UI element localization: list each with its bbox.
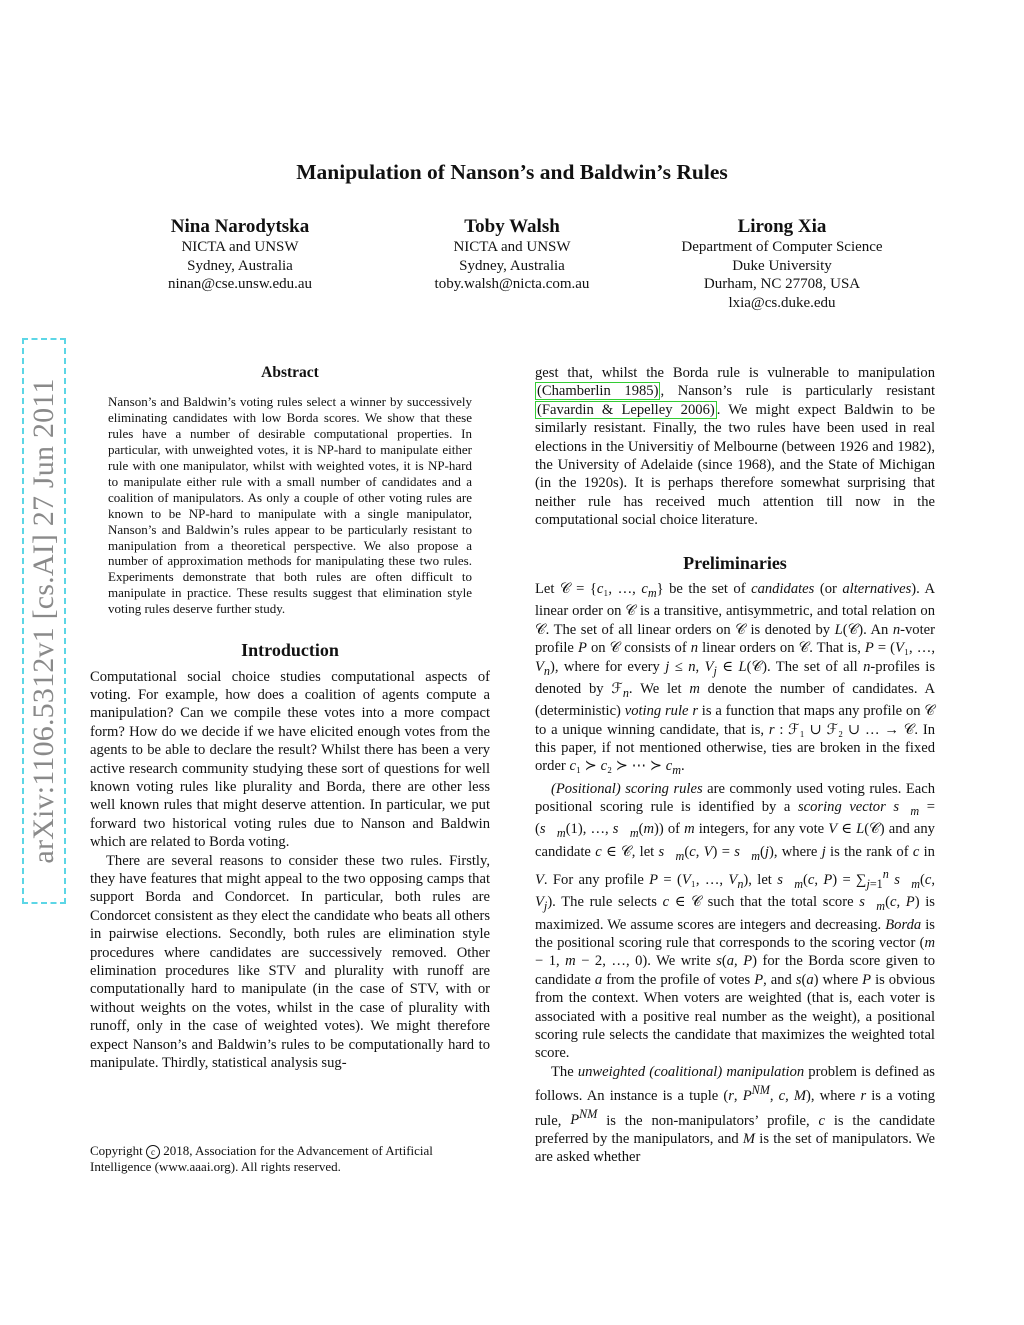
preliminaries-heading: Preliminaries <box>683 552 787 573</box>
intro-paragraph-1: Computational social choice studies computational aspects of voting. For example, how does a coalition of agents compute a manipulation? Can we compile these votes into a more compact form? How do we decide if we have elicited enough votes from the agents to be able to declare the result? Whilst there has been a very active research community studying these sort of questions for well known voting rules like plurality and Borda, there are other less well known rules that might deserve attention. In particular, we put forward two historical voting rules due to Nanson and Baldwin which are related to Borda voting. <box>90 668 490 851</box>
intro-text-part: , Nanson’s rule is particularly resistant <box>660 383 935 400</box>
introduction-heading: Introduction <box>241 640 339 661</box>
intro-paragraph-2: There are several reasons to consider these two rules. Firstly, they have features that might appeal to the two opposing camps that support Borda and Condorcet. In particular, both rules are Condorcet consistent as they elect the candidate who beats all others in pairwise elections. Secondly, both rules are elimination style procedures where candidates are successively removed. Other elimination procedures like STV and plurality with runoff are computationally hard to manipulate (in the case of STV, with or without weights on the votes, whilst in the case of plurality with runoff, only in the case of weighted votes). We might therefore expect Nanson’s and Baldwin’s rules to be computationally hard to manipulate. Thirdly, statistical analysis sug- <box>90 852 490 1072</box>
left-column <box>90 364 490 1072</box>
footnote-text: 2018, Association for the Advancement of Artificial Intelligence (www.aaai.org). All rights reserved. <box>90 1143 433 1174</box>
author-block <box>652 216 912 312</box>
prelim-paragraph-3: The unweighted (coalitional) manipulation problem is defined as follows. An instance is a tuple (r, $P^{NM}$, c, M), where r is a voting rule, $P^{NM}$ is the non-manipulators’ profile, c is the candidate preferred by the manipulators, and M is the set of manipulators. We are asked whether <box>535 1063 936 1166</box>
author-affiliation: NICTA and UNSW <box>453 239 571 255</box>
author-affiliation: Department of Computer Science <box>681 239 883 255</box>
author-location: Sydney, Australia <box>187 257 293 274</box>
author-email: ninan@cse.unsw.edu.au <box>167 276 313 292</box>
author-block <box>412 216 612 294</box>
citation-link-favardin[interactable]: (Favardin & Lepelley 2006) <box>537 401 715 418</box>
author-email: lxia@cs.duke.edu <box>728 294 836 311</box>
prelim-paragraph-1: Let 𝒞 = {c₁, …, $c_m$} be the set of candidates (or alternatives). A linear order on 𝒞 is a transitive, antisymmetric, and total relation on 𝒞. The set of all linear orders on 𝒞 is denoted by L(𝒞). An n-voter profile P on 𝒞 consists of n linear orders on 𝒞. That is, P = (V₁, …, $V_n$), where for every j ≤ n, $V_j$ ∈ L(𝒞). The set of all n-profiles is denoted by ℱ$_n$. We let m denote the number of candidates. A (deterministic) voting rule r is a function that maps any profile on 𝒞 to a unique winning candidate, that is, r : ℱ₁ ∪ ℱ₂ ∪ … → 𝒞. In this paper, if not mentioned otherwise, ties are broken in the fixed order c₁ ≻ c₂ ≻ ⋯ ≻ $c_m$. <box>535 581 936 778</box>
abstract-text: Nanson’s and Baldwin’s voting rules select a winner by successively eliminating candidates with low Borda scores. We show that these rules have a number of desirable computational properties. In particular, with unweighted votes, it is NP-hard to manipulate either rule with one manipulator, whilst with weighted votes, it is NP-hard to manipulate either rule with a small number of candidates and a coalition of manipulators. As only a couple of other voting rules are known to be NP-hard to manipulate with a single manipulator, Nanson’s and Baldwin’s rules appear to be particularly resistant to manipulation from a theoretical perspective. We also propose a number of approximation methods for manipulating these two rules. Experiments demonstrate that both rules are often difficult to manipulate in practice. These results suggest that elimination style voting rules deserve further study. <box>108 394 472 617</box>
author-name: Toby Walsh <box>464 216 560 237</box>
right-column <box>535 364 935 1167</box>
arxiv-stamp <box>22 338 66 904</box>
author-institution: Duke University <box>732 257 832 274</box>
author-location: Sydney, Australia <box>459 257 565 274</box>
intro-text-part: . We might expect Baldwin to be similarly resistant. Finally, the two rules have been used in real elections in the Universitiy of Melbourne (between 1926 and 1982), the University of Adelaide (since 1968), and the State of Michigan (in the 1920s). It is perhaps therefore somewhat surprising that neither rule has received much attention till now in the computational social choice literature. <box>535 401 935 529</box>
author-location: Durham, NC 27708, USA <box>703 276 861 292</box>
author-affiliation: NICTA and UNSW <box>181 239 299 255</box>
intro-text-part: gest that, whilst the Borda rule is vulnerable to manipulation <box>535 365 935 381</box>
copyright-icon: c <box>146 1145 160 1159</box>
arxiv-stamp-text: arXiv:1106.5312v1 [cs.AI] 27 Jun 2011 <box>27 378 60 864</box>
author-block <box>140 216 340 294</box>
intro-paragraph-2-continued <box>535 364 935 530</box>
copyright-footnote <box>90 1143 490 1175</box>
author-name: Lirong Xia <box>737 216 827 237</box>
citation-link-chamberlin[interactable]: (Chamberlin 1985) <box>537 383 659 400</box>
author-name: Nina Narodytska <box>170 216 310 237</box>
prelim-paragraph-2: (Positional) scoring rules are commonly used voting rules. Each positional scoring rule is identified by a scoring vector $s⃗_m$ = ($s⃗_m(1)$, …, $s⃗_m(m)$) of m integers, for any vote V ∈ L(𝒞) and any candidate c ∈ 𝒞, let $s⃗_m(c$, $V) = s⃗_m(j)$, where j is the rank of c in V. For any profile P = (V₁, …, $V_n$), let $s⃗_m(c$, $P) = \sum_{j=1}^n$ $s⃗_m(c$, $V_j$). The rule selects c ∈ 𝒞 such that the total score $s⃗_m(c$, P) is maximized. We assume scores are integers and decreasing. Borda is the positional scoring rule that corresponds to the scoring vector (m − 1, m − 2, …, 0). We write s(a, P) for the Borda score given to candidate a from the profile of votes P, and s(a) where P is obvious from the context. When voters are weighted (that is, each voter is associated with a positive real number as the weight), a positional scoring rule selects the candidate that maximizes the weighted total score. <box>535 780 936 1062</box>
abstract-heading: Abstract <box>261 364 319 381</box>
paper-title: Manipulation of Nanson’s and Baldwin’s Rules <box>296 160 728 184</box>
author-email: toby.walsh@nicta.com.au <box>434 276 590 292</box>
footnote-prefix: Copyright <box>90 1143 143 1158</box>
